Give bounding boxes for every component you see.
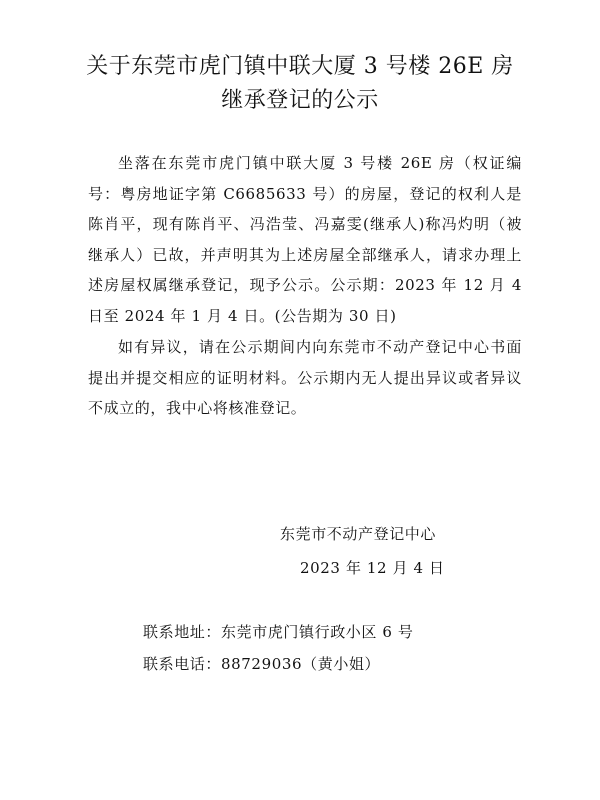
signature-date: 2023 年 12 月 4 日 [300,559,445,577]
notice-title-line-1: 关于东莞市虎门镇中联大厦 3 号楼 26E 房 [86,54,514,79]
contact-address: 联系地址：东莞市虎门镇行政小区 6 号 [143,623,414,641]
paragraph-1-text: 坐落在东莞市虎门镇中联大厦 3 号楼 26E 房（权证编号：粤房地证字第 C6685633 号）的房屋，登记的权利人是陈肖平，现有陈肖平、冯浩莹、冯嘉雯(继承人)称冯灼明（被继承人）已故，并声明其为上述房屋全部继承人，请求办理上述房屋权属继承登记，现予公示。公示期：2023 年 12 月 4 日至 2024 年 1 月 4 日。(公告期为 30 日) [88,154,522,325]
notice-body-paragraph-1 [88,148,522,331]
paragraph-2-text: 如有异议，请在公示期间内向东莞市不动产登记中心书面提出并提交相应的证明材料。公示期内无人提出异议或者异议不成立的，我中心将核准登记。 [88,338,522,417]
notice-body-paragraph-2 [88,332,522,424]
contact-phone: 联系电话：88729036（黄小姐） [143,655,381,673]
notice-title-line-2: 继承登记的公示 [221,88,379,113]
signature-organization: 东莞市不动产登记中心 [280,525,437,543]
